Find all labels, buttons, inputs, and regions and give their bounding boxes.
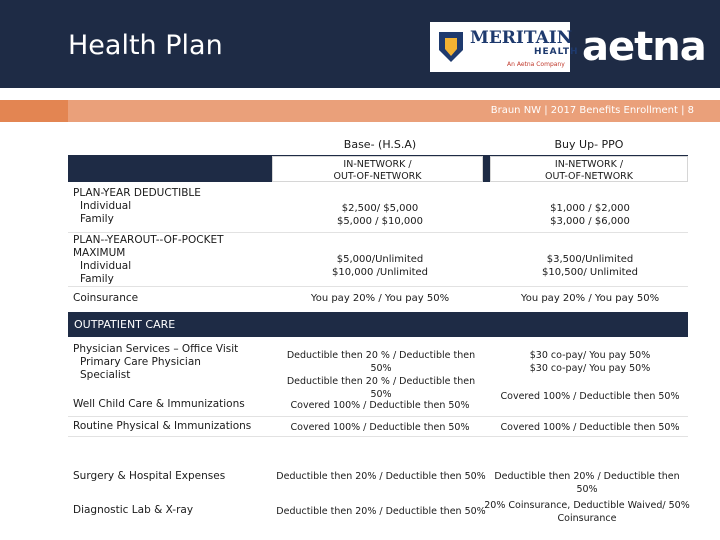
routine-base: Covered 100% / Deductible then 50% [290, 422, 470, 433]
deductible-buyup-family: $3,000 / $6,000 [550, 216, 630, 227]
network-buyup-line1: IN-NETWORK / [554, 159, 624, 170]
row-divider [68, 436, 688, 437]
oop-buyup-family: $10,500/ Unlimited [541, 267, 639, 278]
column-base-heading: Base- (H.S.A) [343, 138, 417, 151]
oop-individual: Individual [80, 260, 132, 272]
oop-family: Family [80, 273, 114, 285]
row-coinsurance-label: Coinsurance [73, 292, 139, 304]
oop-base-family: $10,000 /Unlimited [331, 267, 429, 278]
surgery-buyup: Deductible then 20% / Deductible then 50% [494, 471, 680, 495]
aetna-logo: aetna [582, 24, 706, 70]
footer-label: Braun NW | 2017 Benefits Enrollment | 8 [490, 105, 694, 116]
network-buyup-heading [490, 156, 688, 182]
oop-title-line2: MAXIMUM [73, 247, 126, 259]
deductible-individual: Individual [80, 200, 132, 212]
row-divider [68, 232, 688, 233]
coinsurance-buyup: You pay 20% / You pay 50% [520, 293, 660, 304]
row-divider [68, 416, 688, 417]
row-divider [68, 286, 688, 287]
office-visit-base-pcp: Deductible then 20 % / Deductible then 50% [286, 350, 476, 374]
deductible-base-family: $5,000 / $10,000 [336, 216, 424, 227]
office-visit-base-specialist: Deductible then 20 % / Deductible then 50% [286, 376, 476, 400]
deductible-title: PLAN-YEAR DEDUCTIBLE [73, 187, 201, 199]
row-deductible-label [73, 187, 201, 226]
column-buyup-heading: Buy Up- PPO [554, 138, 624, 151]
well-child-buyup: Covered 100% / Deductible then 50% [500, 391, 680, 402]
accent-bar-left [0, 100, 68, 122]
row-office-visit-label [73, 343, 238, 382]
network-base-line2: OUT-OF-NETWORK [333, 171, 422, 182]
meritain-logo-text: MERITAIN [470, 28, 573, 48]
diagnostic-buyup [484, 499, 690, 525]
meritain-logo-tagline: An Aetna Company [507, 61, 565, 68]
row-oop-label [73, 234, 224, 286]
deductible-buyup [490, 202, 690, 228]
surgery-base: Deductible then 20% / Deductible then 50% [276, 471, 486, 482]
diagnostic-buyup-line1: 20% Coinsurance, Deductible Waived/ 50% [484, 500, 690, 511]
office-visit-base [275, 349, 487, 401]
network-base-line1: IN-NETWORK / [343, 159, 412, 170]
office-visit-specialist: Specialist [80, 369, 131, 381]
page-title: Health Plan [68, 30, 223, 61]
diagnostic-base: Deductible then 20% / Deductible then 50% [276, 506, 486, 517]
office-visit-title: Physician Services – Office Visit [73, 343, 239, 355]
diagnostic-buyup-line2: Coinsurance [557, 513, 617, 524]
meritain-logo-subtext: HEALTH [534, 47, 579, 57]
meritain-shield-icon [437, 30, 465, 64]
coinsurance-base: You pay 20% / You pay 50% [310, 293, 450, 304]
well-child-base: Covered 100% / Deductible then 50% [290, 400, 470, 411]
outpatient-section-header: OUTPATIENT CARE [68, 312, 688, 337]
oop-base-individual: $5,000/Unlimited [336, 254, 424, 265]
row-diagnostic-label: Diagnostic Lab & X-ray [73, 504, 194, 516]
office-visit-buyup-pcp: $30 co-pay/ You pay 50% [529, 350, 651, 361]
deductible-family: Family [80, 213, 114, 225]
routine-buyup: Covered 100% / Deductible then 50% [500, 422, 680, 433]
row-well-child-label: Well Child Care & Immunizations [73, 398, 245, 410]
deductible-base-individual: $2,500/ $5,000 [341, 203, 419, 214]
office-visit-pcp: Primary Care Physician [80, 356, 201, 368]
office-visit-buyup-specialist: $30 co-pay/ You pay 50% [529, 363, 651, 374]
oop-buyup-individual: $3,500/Unlimited [546, 254, 634, 265]
network-buyup-line2: OUT-OF-NETWORK [544, 171, 634, 182]
office-visit-buyup [490, 349, 690, 375]
oop-base [280, 253, 480, 279]
deductible-buyup-individual: $1,000 / $2,000 [550, 203, 630, 214]
oop-title: PLAN--YEAROUT--OF-POCKET [73, 234, 224, 246]
network-base-heading [272, 156, 483, 182]
row-surgery-label: Surgery & Hospital Expenses [73, 470, 226, 482]
row-routine-label: Routine Physical & Immunizations [73, 420, 252, 432]
deductible-base [280, 202, 480, 228]
oop-buyup [490, 253, 690, 279]
